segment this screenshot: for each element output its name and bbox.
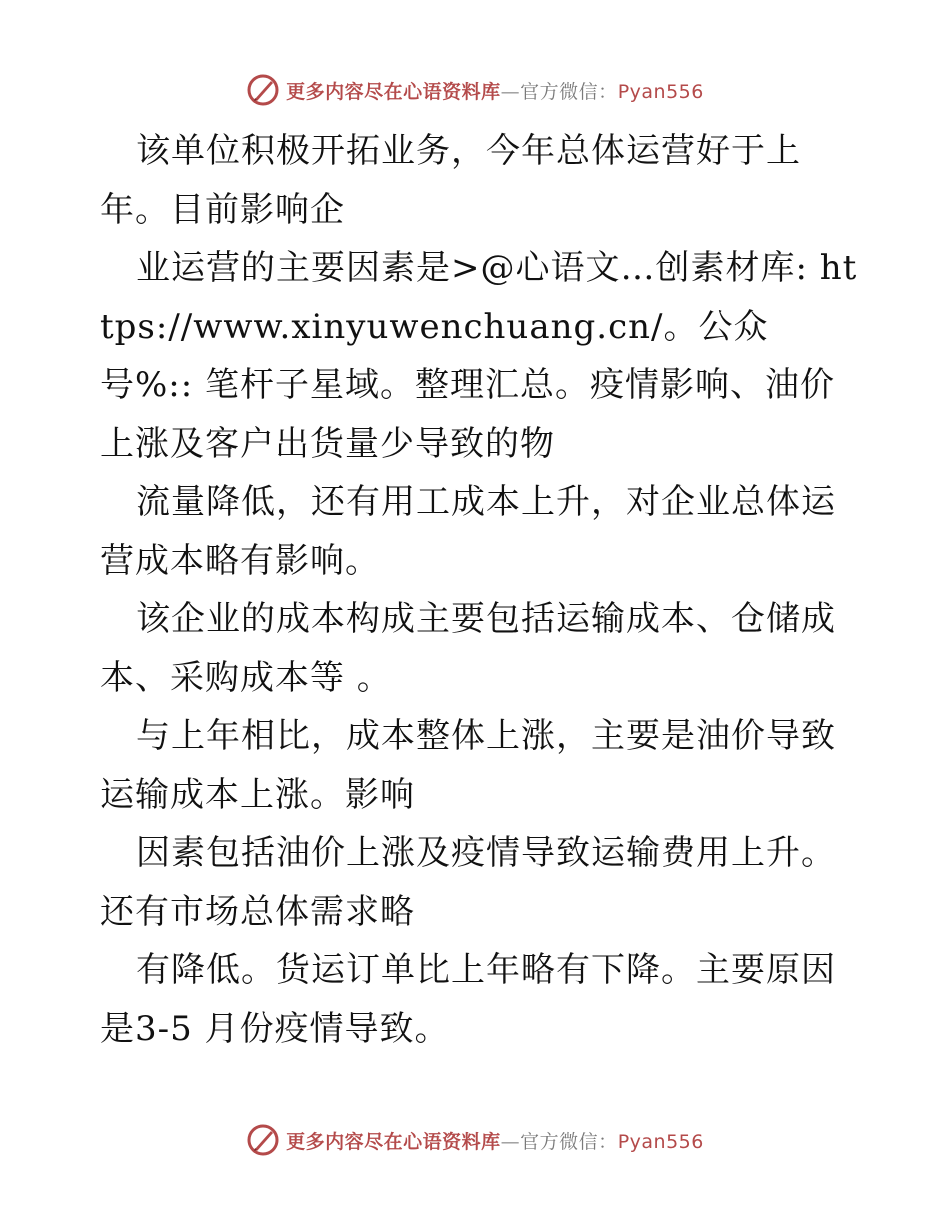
paragraph-1: 该单位积极开拓业务，今年总体运营好于上年。目前影响企 bbox=[100, 131, 801, 230]
paragraph-2: 业运营的主要因素是>@心语文…创素材库: https://www.xinyuwenchuang.cn/。公众号%:: 笔杆子星域。整理汇总。疫情影响、油价上涨及客户出货量少导致的物 bbox=[100, 248, 858, 464]
document-body bbox=[100, 122, 860, 1058]
quill-logo-icon bbox=[246, 1123, 280, 1157]
watermark-wechat-id: Pyan556 bbox=[617, 80, 704, 103]
watermark-text bbox=[286, 1127, 704, 1154]
paragraph-7: 有降低。货运订单比上年略有下降。主要原因是3-5 月份疫情导致。 bbox=[100, 950, 836, 1049]
watermark-brand: 更多内容尽在心语资料库 bbox=[286, 80, 501, 103]
quill-logo-icon bbox=[246, 73, 280, 107]
watermark-brand: 更多内容尽在心语资料库 bbox=[286, 1130, 501, 1153]
paragraph-4: 该企业的成本构成主要包括运输成本、仓储成本、采购成本等 。 bbox=[100, 599, 836, 698]
watermark-wechat-label: 官方微信： bbox=[520, 80, 618, 103]
watermark-wechat-label: 官方微信： bbox=[520, 1130, 618, 1153]
watermark-text bbox=[286, 77, 704, 104]
watermark-separator: — bbox=[500, 1130, 521, 1153]
paragraph-6: 因素包括油价上涨及疫情导致运输费用上升。还有市场总体需求略 bbox=[100, 833, 836, 932]
watermark-separator: — bbox=[500, 80, 521, 103]
paragraph-5: 与上年相比，成本整体上涨，主要是油价导致运输成本上涨。影响 bbox=[100, 716, 836, 815]
header-watermark bbox=[0, 72, 950, 108]
paragraph-3: 流量降低，还有用工成本上升，对企业总体运营成本略有影响。 bbox=[100, 482, 836, 581]
footer-watermark bbox=[0, 1122, 950, 1158]
watermark-wechat-id: Pyan556 bbox=[617, 1130, 704, 1153]
